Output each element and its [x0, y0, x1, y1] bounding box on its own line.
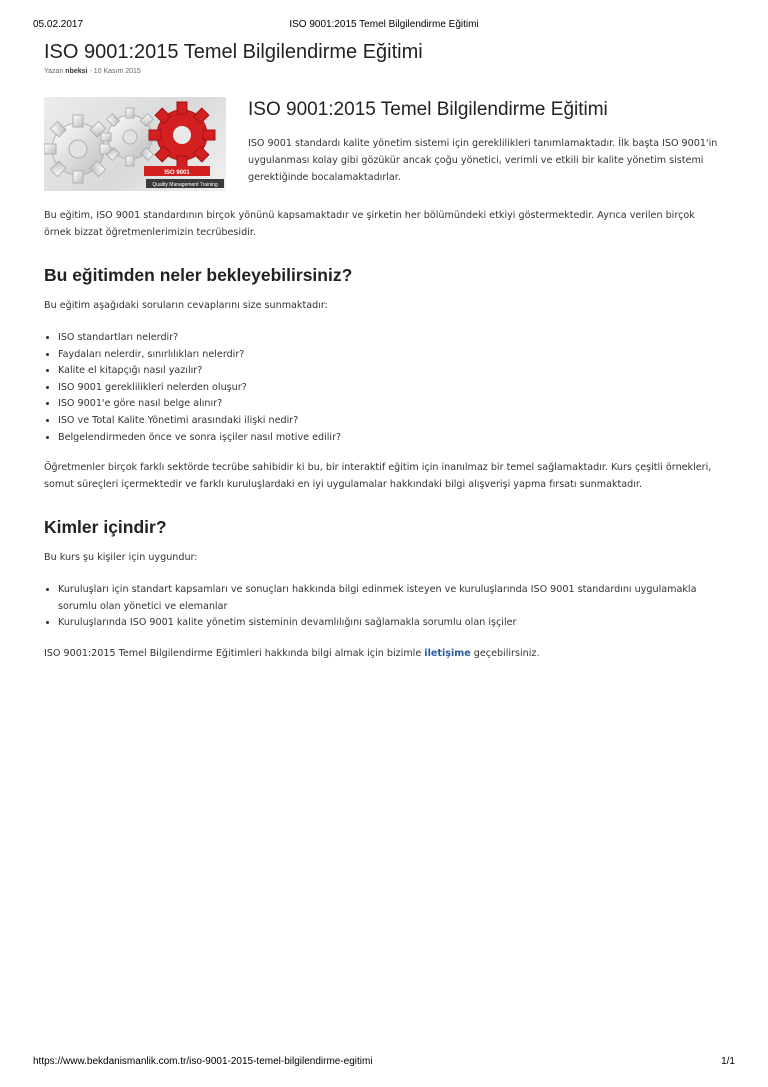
list-item: • ISO ve Total Kalite Yönetimi arasındaki ilişki nedir? — [58, 413, 724, 430]
paragraph-teachers: Öğretmenler birçok farklı sektörde tecrübe sahibidir ki bu, bir interaktif eğitim için inanılmaz bir temel sağlamaktadır. Kurs çeşitli örnekleri, somut süreçleri içermektedir ve farklı kuruluşlardaki en iyi uygulamalar hakkındaki bilgi alışverişi yapma fırsatı sunmaktadır. — [44, 462, 712, 491]
list-item: • Kuruluşları için standart kapsamları ve sonuçları hakkında bilgi edinmek isteyen ve kuruluşlarında ISO 9001 standardını uygulamakla sorumlu olan yönetici ve elemanlar — [58, 582, 724, 615]
list-item: • ISO standartları nelerdir? — [58, 330, 724, 347]
list-item: • Belgelendirmeden önce ve sonra işçiler nasıl motive edilir? — [58, 430, 724, 447]
hero-badge: ISO 9001 — [164, 170, 190, 176]
expectations-list — [44, 330, 724, 446]
page-title: ISO 9001:2015 Temel Bilgilendirme Eğitimi — [44, 41, 423, 63]
print-header — [0, 19, 768, 33]
intro-title: ISO 9001:2015 Temel Bilgilendirme Eğitimi — [248, 99, 608, 120]
gears-illustration — [44, 97, 226, 191]
contact-paragraph — [44, 645, 724, 662]
section-lead-expectations: Bu eğitim aşağıdaki soruların cevaplarını size sunmaktadır: — [44, 300, 328, 311]
post-date: 10 Kasım 2015 — [93, 68, 141, 75]
hero-caption: Quality Management Training — [152, 182, 218, 188]
intro-text — [248, 97, 724, 186]
grey-gear-icon — [44, 108, 159, 183]
intro-block — [44, 97, 724, 207]
section-heading-audience: Kimler içindir? — [44, 517, 167, 538]
list-item: • ISO 9001'e göre nasıl belge alınır? — [58, 396, 724, 413]
intro-paragraph: ISO 9001 standardı kalite yönetim sistemi için gereklilikleri tanımlamaktadır. İlk başta ISO 9001'in uygulanması kolay gibi gözükür ancak çoğu yönetici, verimli ve etkili bir kalite yönetim sistemi gerektiğinde bocalamaktadırlar. — [248, 138, 718, 183]
red-gear-icon — [149, 102, 215, 168]
print-footer — [0, 1056, 768, 1070]
print-title: ISO 9001:2015 Temel Bilgilendirme Eğitimi — [289, 19, 479, 30]
page-url: https://www.bekdanismanlik.com.tr/iso-9001-2015-temel-bilgilendirme-egitimi — [33, 1056, 373, 1067]
section-heading-expectations: Bu eğitimden neler bekleyebilirsiniz? — [44, 265, 353, 285]
list-item: • Kuruluşlarında ISO 9001 kalite yönetim sisteminin devamlılığını sağlamakla sorumlu olan işçiler — [58, 615, 724, 632]
author-link[interactable]: nbeksi — [65, 68, 88, 75]
list-item: • Kalite el kitapçığı nasıl yazılır? — [58, 363, 724, 380]
contact-link[interactable]: iletişime — [424, 647, 471, 659]
page-number: 1/1 — [721, 1056, 735, 1067]
print-date: 05.02.2017 — [33, 19, 84, 30]
list-item: • Faydaları nelerdir, sınırlılıkları nelerdir? — [58, 347, 724, 364]
article — [44, 38, 724, 662]
meta-by-label: Yazan — [44, 68, 64, 75]
audience-list — [44, 582, 724, 632]
meta-separator: - — [89, 68, 92, 75]
section-lead-audience: Bu kurs şu kişiler için uygundur: — [44, 552, 198, 564]
paragraph-overview: Bu eğitim, ISO 9001 standardının birçok yönünü kapsamaktadır ve şirketin her bölümündeki etkiyi göstermektedir. Ayrıca verilen birçok örnek bizzat öğretmenlerimizin tecrübesidir. — [44, 210, 695, 238]
contact-text-after: geçebilirsiniz. — [470, 647, 540, 659]
post-meta — [44, 68, 724, 75]
contact-text-before: ISO 9001:2015 Temel Bilgilendirme Eğitimleri hakkında bilgi almak için bizimle — [44, 647, 425, 659]
list-item: • ISO 9001 gereklilikleri nelerden oluşur? — [58, 380, 724, 397]
hero-image — [44, 97, 226, 191]
